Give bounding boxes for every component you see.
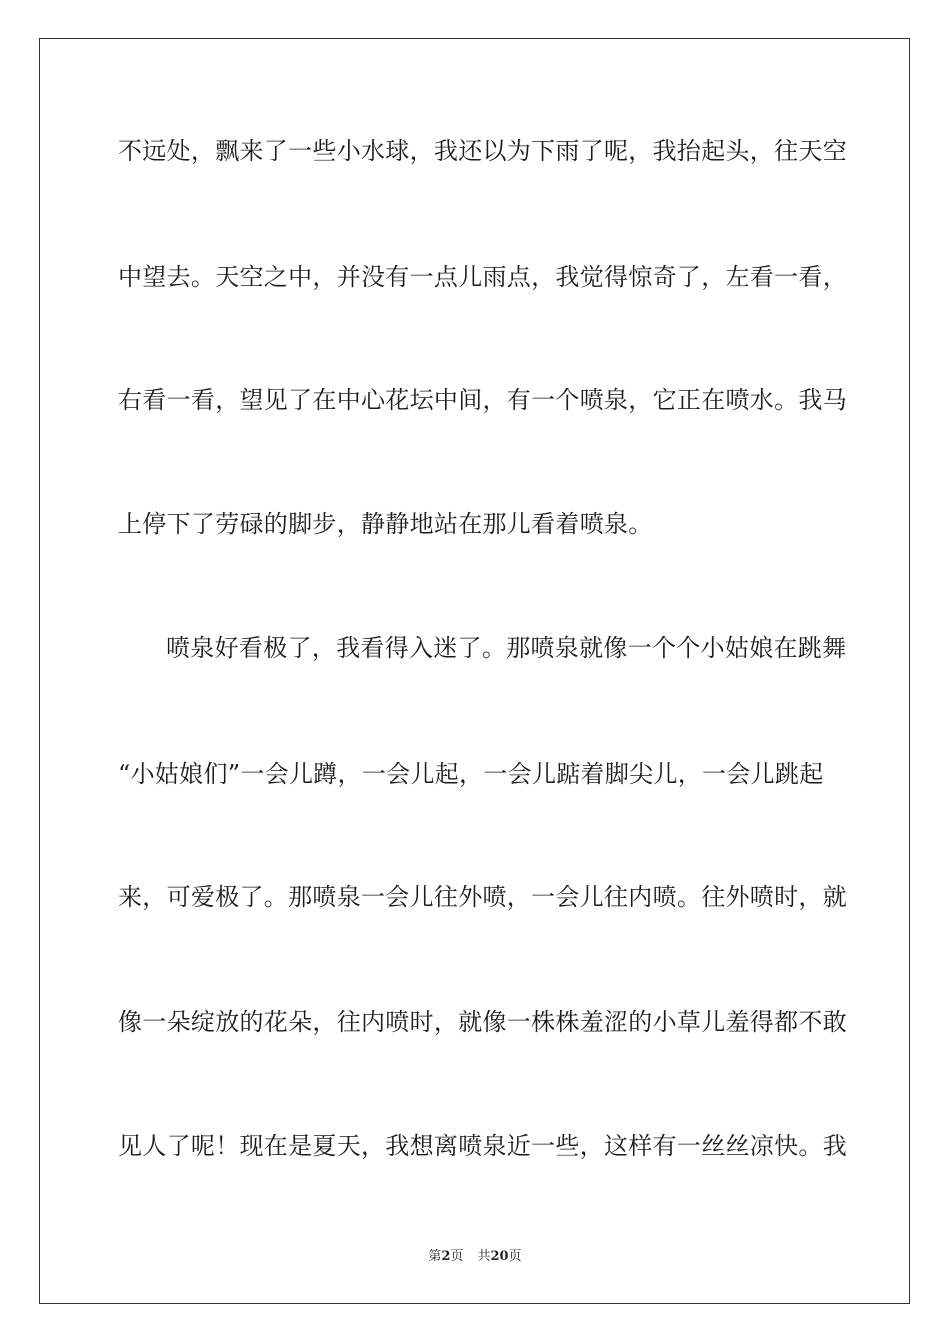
total-suffix: 页 bbox=[508, 1249, 522, 1264]
body-text-line: “小姑娘们”一会儿蹲，一会儿起，一会儿踮着脚尖儿，一会儿跳起 bbox=[118, 760, 824, 788]
body-text-line: 右看一看，望见了在中心花坛中间，有一个喷泉，它正在喷水。我马 bbox=[118, 386, 847, 414]
page-border bbox=[39, 38, 910, 1304]
body-text-line: 中望去。天空之中，并没有一点儿雨点，我觉得惊奇了，左看一看， bbox=[118, 263, 847, 291]
total-pages: 20 bbox=[490, 1249, 509, 1264]
page-suffix: 页 bbox=[450, 1249, 464, 1264]
page-number: 2 bbox=[441, 1249, 451, 1264]
body-text-line: 来，可爱极了。那喷泉一会儿往外喷，一会儿往内喷。往外喷时，就 bbox=[118, 883, 847, 911]
paragraph-first-line: 喷泉好看极了，我看得入迷了。那喷泉就像一个个小姑娘在跳舞 bbox=[166, 634, 847, 662]
page-prefix: 第 bbox=[428, 1249, 442, 1264]
body-text-line: 见人了呢！现在是夏天，我想离喷泉近一些，这样有一丝丝凉快。我 bbox=[118, 1132, 847, 1160]
page-footer bbox=[0, 1248, 950, 1266]
total-prefix: 共 bbox=[477, 1249, 491, 1264]
body-text-line: 不远处，飘来了一些小水球，我还以为下雨了呢，我抬起头，往天空 bbox=[118, 137, 847, 165]
body-text-line: 像一朵绽放的花朵，往内喷时，就像一株株羞涩的小草儿羞得都不敢 bbox=[118, 1008, 847, 1036]
body-text-line: 上停下了劳碌的脚步，静静地站在那儿看着喷泉。 bbox=[118, 510, 653, 538]
